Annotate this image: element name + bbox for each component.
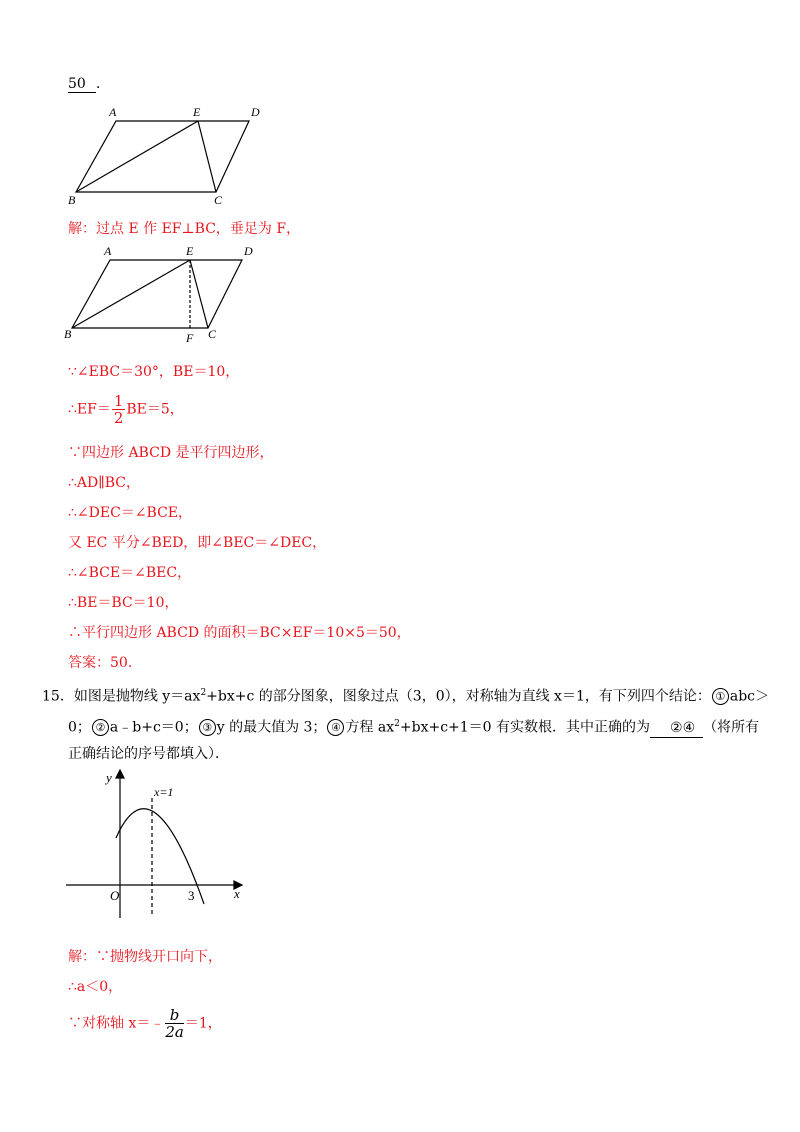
superscript-2: 2 <box>200 688 207 698</box>
solution-line-5: ∴∠DEC＝∠BCE， <box>68 505 193 521</box>
solution15-line-2: ∴a＜0， <box>68 979 123 995</box>
fraction-2a: 2a <box>165 1023 184 1041</box>
solution-line-1: ∵∠EBC＝30°，BE＝10， <box>68 364 240 380</box>
p15-text-f: y 的最大值为 3； <box>216 719 327 736</box>
p15-text-i: （将所有 <box>703 719 760 736</box>
label-b: B <box>68 193 76 207</box>
label-c-2: C <box>208 327 217 341</box>
ef-suffix: BE＝5， <box>126 401 184 418</box>
parallelogram-figure-with-height <box>62 242 272 347</box>
solution15-line-1: 解：∵抛物线开口向下， <box>68 949 222 965</box>
p15-text-a: 如图是抛物线 y＝ax <box>73 688 201 705</box>
solution-intro: 解：过点 E 作 EF⊥BC，垂足为 F， <box>68 221 301 237</box>
circled-2: ② <box>92 719 109 736</box>
solution15-line-3 <box>68 1007 222 1040</box>
y-axis-label: y <box>106 770 112 785</box>
parallelogram-abcd <box>76 121 249 192</box>
x-axis-label: x <box>234 886 240 901</box>
origin-label: O <box>110 888 120 903</box>
problem-15-line-3: 正确结论的序号都填入）． <box>68 746 229 762</box>
problem-15-line-1 <box>42 684 769 706</box>
answer-value: 50 <box>68 76 96 93</box>
parabola-graph <box>62 766 252 924</box>
p15-text-d: 0； <box>68 719 91 736</box>
p15-text-e: a﹣b+c＝0； <box>109 719 198 736</box>
parallelogram-figure <box>64 100 274 210</box>
parallelogram-abcd-2 <box>72 260 242 328</box>
solution-line-9: ∴平行四边形 ABCD 的面积＝BC×EF＝10×5＝50， <box>68 625 411 641</box>
segment-be <box>76 121 198 192</box>
fraction-b: b <box>165 1007 184 1024</box>
circled-1: ① <box>712 688 729 705</box>
p15-text-g: 方程 ax <box>345 719 395 736</box>
label-c: C <box>214 193 223 207</box>
label-f-2: F <box>186 331 194 345</box>
fraction-b-over-2a <box>165 1007 184 1040</box>
label-d: D <box>251 105 260 119</box>
label-a-2: A <box>104 244 112 258</box>
label-d-2: D <box>244 244 253 258</box>
answer-suffix: . <box>95 76 101 92</box>
solution-line-3: ∵四边形 ABCD 是平行四边形， <box>68 445 274 461</box>
segment-be-2 <box>72 260 190 328</box>
label-b-2: B <box>64 327 72 341</box>
answer-blank: ②④ <box>650 719 703 738</box>
label-e-2: E <box>186 244 194 258</box>
axis-suffix: ＝1， <box>184 1015 222 1032</box>
axis-prefix: ∵对称轴 x＝﹣ <box>68 1015 165 1032</box>
solution-line-8: ∴BE＝BC＝10， <box>68 595 179 611</box>
superscript-2b: 2 <box>394 719 400 729</box>
previous-answer <box>68 76 100 93</box>
solution-line-7: ∴∠BCE＝∠BEC， <box>68 565 192 581</box>
circled-3: ③ <box>199 719 216 736</box>
problem-15-line-2 <box>68 715 759 738</box>
solution-line-2 <box>68 393 184 426</box>
fraction-denominator: 2 <box>113 409 124 427</box>
segment-ec-2 <box>190 260 208 328</box>
circled-4: ④ <box>327 719 344 736</box>
fraction-half <box>112 393 126 426</box>
y-axis-arrow <box>116 770 124 778</box>
fraction-numerator: 1 <box>113 392 124 410</box>
tick-label-3: 3 <box>188 888 195 903</box>
label-e: E <box>193 105 201 119</box>
solution-line-4: ∴AD∥BC， <box>68 475 140 491</box>
ef-prefix: ∴EF＝ <box>68 401 111 418</box>
symmetry-axis-label: x=1 <box>154 785 174 799</box>
p15-text-h: +bx+c+1＝0 有实数根．其中正确的为 <box>399 719 651 736</box>
p15-text-b: +bx+c 的部分图象，图象过点（3，0），对称轴为直线 x＝1，有下列四个结论： <box>206 688 711 705</box>
solution-line-6: 又 EC 平分∠BED，即∠BEC＝∠DEC， <box>68 535 327 551</box>
problem-number: 15． <box>42 688 74 705</box>
label-a: A <box>109 105 117 119</box>
solution-answer: 答案：50. <box>68 655 133 671</box>
p15-text-c: abc＞ <box>729 688 770 705</box>
segment-ec <box>198 121 216 192</box>
